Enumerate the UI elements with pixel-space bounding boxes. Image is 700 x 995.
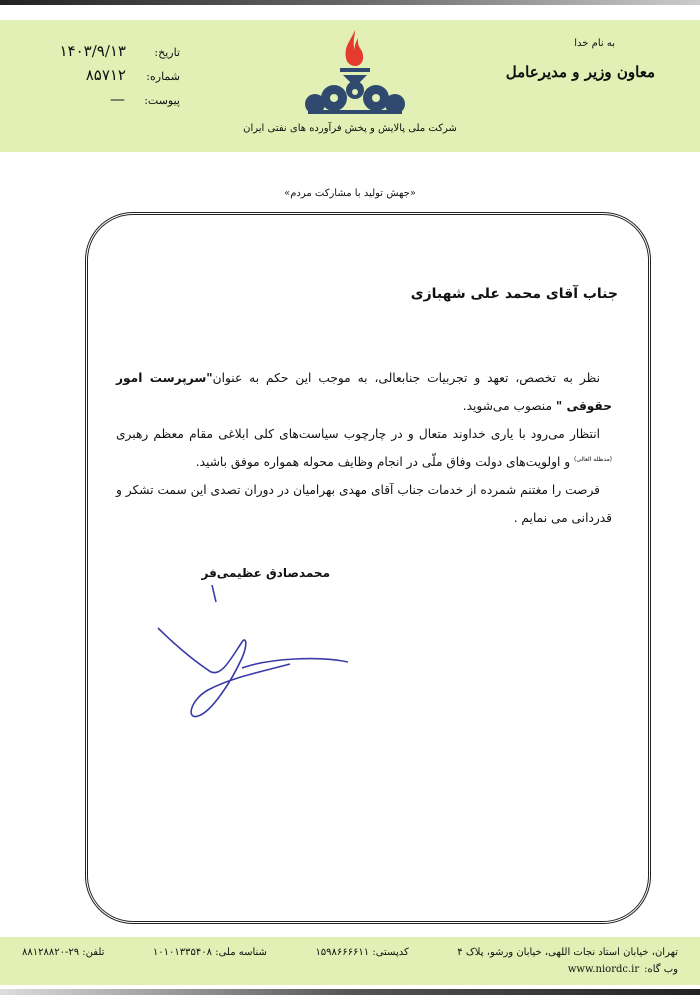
letterhead xyxy=(0,20,700,152)
date-value: ۱۴۰۳/۹/۱۳ xyxy=(59,42,126,60)
recipient: جناب آقای محمد علی شهبازی xyxy=(410,286,618,302)
paragraph-appointment xyxy=(116,364,612,420)
paragraph-text: و اولویت‌های دولت وفاق ملّی در انجام وظایف محوله همواره موفق باشید. xyxy=(195,455,571,469)
date-label: تاریخ: xyxy=(154,46,180,59)
honorific: (مدظله العالی) xyxy=(574,455,612,463)
footer-phone: تلفن: ۲۹-۸۸۱۲۸۸۲۰ xyxy=(22,946,105,958)
letter-body xyxy=(116,364,612,532)
paragraph-text: نظر به تخصص، تعهد و تجربیات جنابعالی، به موجب این حکم به عنوان xyxy=(212,371,600,385)
attachment-row xyxy=(30,90,180,114)
footer-website-link[interactable]: www.niordc.ir xyxy=(567,963,640,975)
date-row xyxy=(30,42,180,66)
letter-meta xyxy=(30,42,180,114)
letterhead-title xyxy=(506,38,655,81)
signature-icon xyxy=(150,580,360,730)
number-label: شماره: xyxy=(146,70,180,83)
footer-national-id: شناسه ملی: ۱۰۱۰۱۳۳۵۴۰۸ xyxy=(152,946,267,958)
scan-edge-top xyxy=(0,0,700,5)
department-title: معاون وزیر و مدیرعامل xyxy=(505,63,655,81)
scan-edge-bottom xyxy=(0,989,700,995)
paragraph-expectation xyxy=(116,420,612,476)
signer-name: محمدصادق عظیمی‌فر xyxy=(201,566,330,580)
motto: «جهش تولید با مشارکت مردم» xyxy=(284,188,416,199)
paragraph-thanks xyxy=(116,476,612,532)
paragraph-text: انتظار می‌رود با یاری خداوند متعال و در چارچوب سیاست‌های کلی ابلاغی مقام معظم رهبری xyxy=(116,427,600,441)
number-value: ۸۵۷۱۲ xyxy=(85,66,126,84)
position-title: "سرپرست امور حقوقی " xyxy=(116,371,612,413)
bismillah: به نام خدا xyxy=(574,38,615,49)
attachment-label: پیوست: xyxy=(144,94,180,107)
company-name: شرکت ملی پالایش و پخش فرآورده های نفتی ایران xyxy=(243,123,457,134)
number-row xyxy=(30,66,180,90)
footer-website xyxy=(568,963,678,977)
paragraph-text: فرصت را مغتنم شمرده از خدمات جناب آقای مهدی بهرامیان در دوران تصدی این سمت تشکر و قدردانی می نمایم . xyxy=(116,483,612,525)
letterhead-footer xyxy=(0,937,700,985)
attachment-value: — xyxy=(110,90,126,108)
footer-address: تهران، خیابان استاد نجات اللهی، خیابان ورشو، پلاک ۴ xyxy=(457,946,678,958)
company-logo-icon xyxy=(300,28,410,118)
letter-content xyxy=(116,364,612,580)
paragraph-text: منصوب می‌شوید. xyxy=(462,399,553,413)
footer-website-label: وب گاه: xyxy=(644,963,678,975)
footer-postal-code: کدپستی: ۱۵۹۸۶۶۶۶۱۱ xyxy=(315,946,409,958)
